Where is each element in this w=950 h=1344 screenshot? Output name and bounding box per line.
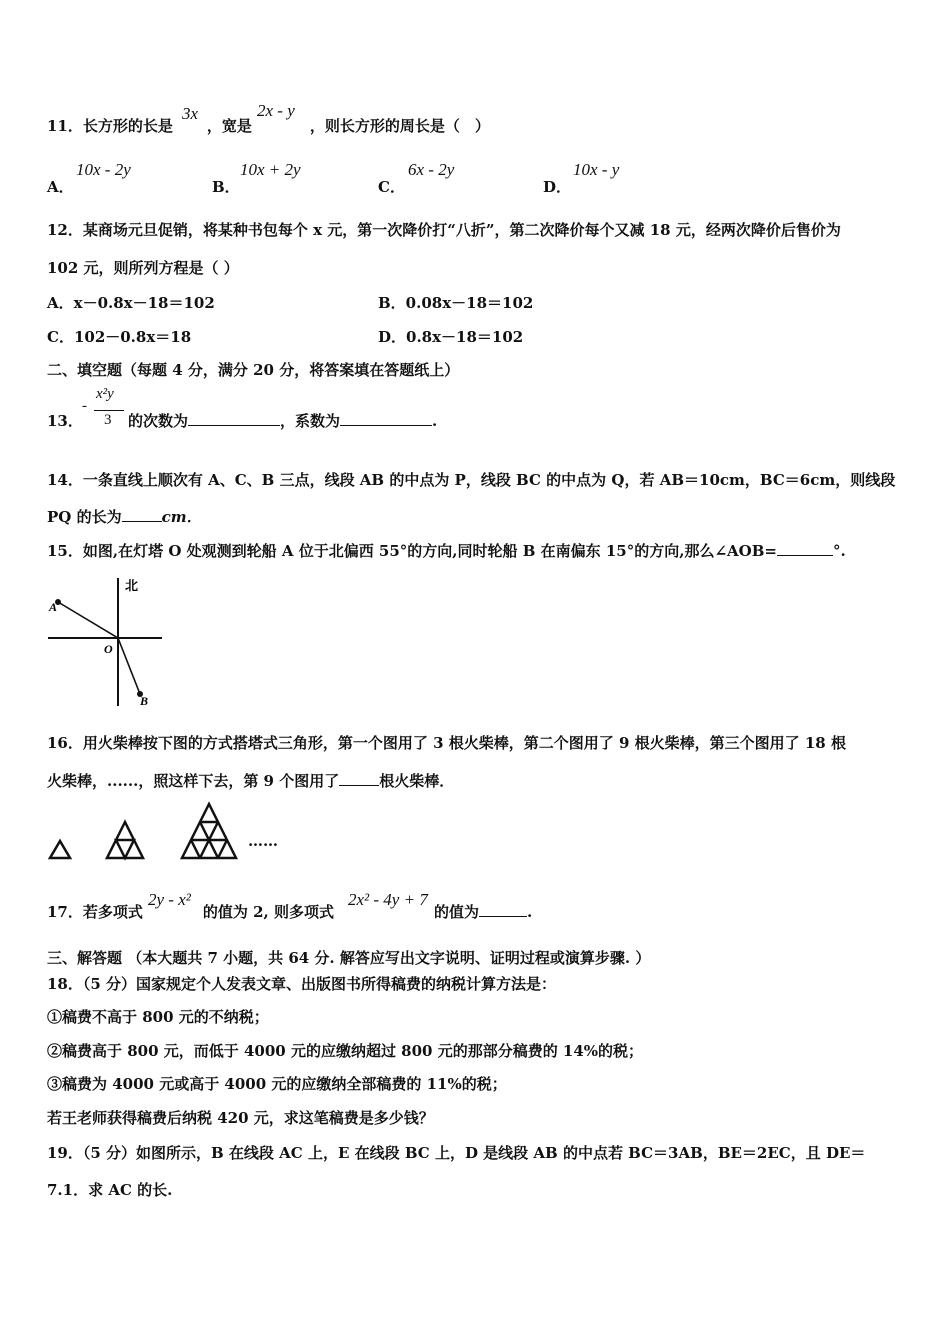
q16-figure-1	[50, 841, 70, 858]
q13-denominator: 3	[104, 412, 112, 428]
q18-line-3: ②稿费高于 800 元，而低于 4000 元的应缴纳超过 800 元的那部分稿费的 14%的税；	[47, 1042, 644, 1060]
q11-option-c-label: C．	[378, 178, 405, 196]
q17-text: 17．若多项式 的值为 2, 则多项式 的值为 .	[47, 903, 533, 921]
q15-ray-ob	[118, 638, 140, 694]
q11-option-c-expr: 6x - 2y	[408, 160, 455, 179]
q13-minus-sign: -	[82, 398, 87, 414]
q12-option-c: C．102－0.8x＝18	[47, 328, 192, 346]
q14-line-2: PQ 的长为 cm．	[47, 508, 202, 526]
q16-figure-3	[182, 804, 236, 858]
q12-option-d: D．0.8x－18＝102	[378, 328, 524, 346]
q12-option-b: B．0.08x－18＝102	[378, 294, 534, 312]
q15-label-o: O	[104, 642, 113, 656]
q11-option-b-expr: 10x + 2y	[240, 160, 301, 179]
q16-line-2: 火柴棒，......，照这样下去，第 9 个图用了 根火柴棒．	[47, 772, 455, 790]
q16-blank[interactable]	[339, 771, 379, 786]
q12-line-1: 12．某商场元旦促销，将某种书包每个 x 元，第一次降价打“八折”，第二次降价每个又减 18 元，经两次降价后售价为	[47, 221, 841, 239]
q18-line-5: 若王老师获得稿费后纳税 420 元，求这笔稿费是多少钱？	[47, 1109, 434, 1127]
q11-option-b-label: B．	[212, 178, 240, 196]
q11-option-d-expr: 10x - y	[573, 160, 620, 179]
q13-numerator: x²y	[96, 386, 114, 402]
q12-line-2: 102 元，则所列方程是（ ）	[47, 259, 239, 277]
q13-number: 13．	[47, 412, 83, 430]
q19-line-1: 19．（5 分）如图所示，B 在线段 AC 上，E 在线段 BC 上，D 是线段 AB 的中点若 BC＝3AB，BE＝2EC，且 DE＝	[47, 1144, 866, 1162]
q18-line-1: 18．（5 分）国家规定个人发表文章、出版图书所得稿费的纳税计算方法是：	[47, 975, 557, 993]
q17-expr-1: 2y - x²	[148, 890, 191, 909]
q11-length-expr: 3x	[182, 104, 199, 123]
q15-north-label: 北	[125, 579, 139, 594]
section-2-heading: 二、填空题（每题 4 分，满分 20 分，将答案填在答题纸上）	[47, 361, 460, 379]
q11-option-a-label: A．	[47, 178, 74, 196]
q16-line-1: 16．用火柴棒按下图的方式搭塔式三角形，第一个图用了 3 根火柴棒，第二个图用了 9 根火柴棒，第三个图用了 18 根	[47, 734, 846, 752]
q15-label-a: A	[49, 600, 58, 614]
q16-ellipsis: ……	[248, 832, 278, 850]
q18-line-2: ①稿费不高于 800 元的不纳税；	[47, 1008, 269, 1026]
section-3-heading: 三、解答题 （本大题共 7 小题，共 64 分. 解答应写出文字说明、证明过程或演算步骤. ）	[47, 949, 651, 967]
q17-expr-2: 2x² - 4y + 7	[348, 890, 428, 909]
q11-option-d-label: D．	[543, 178, 572, 196]
q11-stem: 11．长方形的长是 ，宽是 ，则长方形的周长是（ ）	[47, 117, 490, 135]
q11-option-a-expr: 10x - 2y	[76, 160, 131, 179]
q18-line-4: ③稿费为 4000 元或高于 4000 元的应缴纳全部稿费的 11%的税；	[47, 1075, 507, 1093]
q17-blank[interactable]	[479, 902, 527, 917]
q12-option-a: A．x－0.8x－18＝102	[47, 294, 215, 312]
q14-line-1: 14．一条直线上顺次有 A、C、B 三点，线段 AB 的中点为 P，线段 BC 的中点为 Q，若 AB＝10cm，BC＝6cm，则线段	[47, 471, 896, 489]
q15-text: 15．如图,在灯塔 O 处观测到轮船 A 位于北偏西 55°的方向,同时轮船 B 在南偏东 15°的方向,那么∠AOB= °.	[47, 542, 846, 560]
q16-figure-2	[107, 822, 143, 858]
q15-label-b: B	[140, 694, 149, 708]
q15-ray-oa	[58, 602, 118, 638]
q13-text: 的次数为 ，系数为 .	[128, 412, 438, 430]
q19-line-2: 7.1．求 AC 的长.	[47, 1181, 173, 1199]
q11-width-expr: 2x - y	[257, 101, 295, 120]
